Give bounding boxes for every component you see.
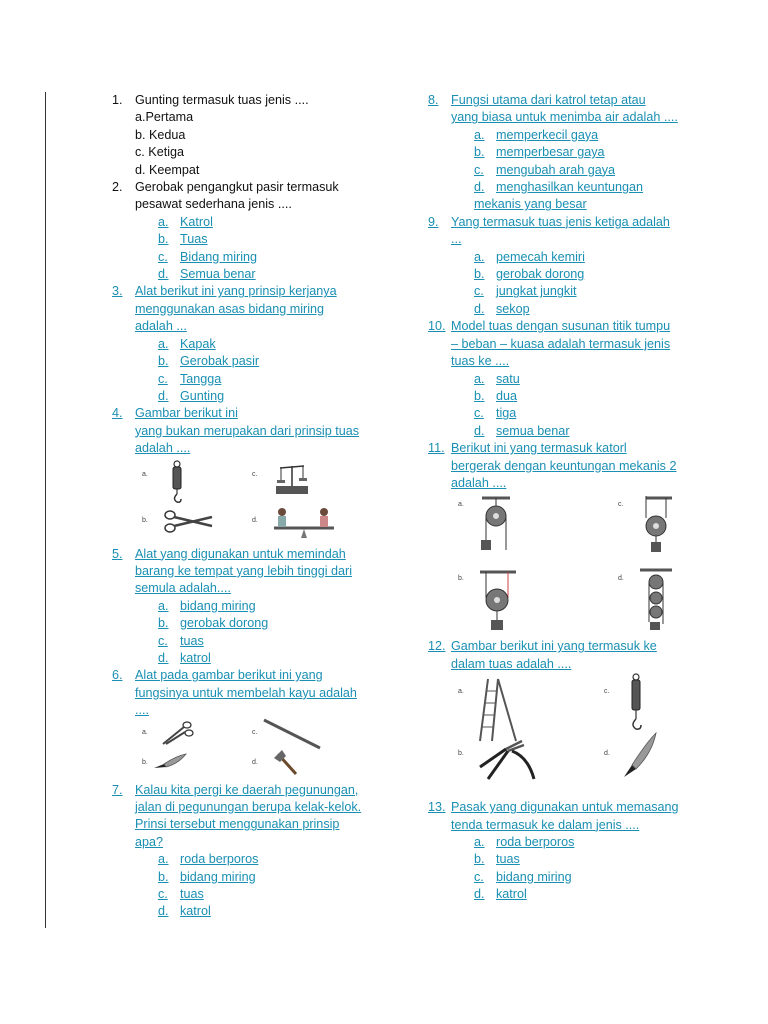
q13-option-b[interactable]: b. tuas — [474, 852, 520, 867]
q2-option-a[interactable]: a. Katrol — [158, 214, 213, 229]
q3-option-c[interactable]: c. Tangga — [158, 371, 222, 386]
question-9[interactable]: 9. Yang termasuk tuas jenis ketiga adalah ... — [428, 214, 670, 247]
q6-figures: a. c. b. d. — [112, 720, 368, 782]
q10-option-d[interactable]: d. semua benar — [474, 423, 570, 438]
q10-option-b[interactable]: b. dua — [474, 388, 518, 403]
q1-option-b: b. Kedua — [135, 127, 186, 142]
question-3[interactable]: 3. Alat berikut ini yang prinsip kerjanya menggunakan asas bidang miring adalah ... — [112, 284, 337, 334]
q2-option-c[interactable]: c. Bidang miring — [158, 249, 258, 264]
right-column — [428, 92, 688, 904]
q9-option-d[interactable]: d. sekop — [474, 301, 530, 316]
q8-option-d[interactable]: d. menghasilkan keuntungan — [474, 180, 644, 195]
q8-option-c[interactable]: c. mengubah arah gaya — [474, 162, 616, 177]
q12-figures: a. c. b. d. — [428, 673, 688, 799]
question-13[interactable]: 13. Pasak yang digunakan untuk memasang tenda termasuk ke dalam jenis .... — [428, 800, 679, 832]
q9-option-c[interactable]: c. jungkat jungkit — [474, 284, 577, 299]
ladder-icon — [478, 677, 518, 743]
q5-option-d[interactable]: d. katrol — [158, 650, 211, 665]
spring-scale-icon — [162, 460, 192, 504]
scissors-icon — [162, 506, 216, 536]
knife-icon — [620, 731, 660, 781]
q3-option-d[interactable]: d. Gunting — [158, 388, 225, 403]
question-7[interactable]: 7. Kalau kita pergi ke daerah pegunungan, jalan di pegunungan berupa kelak-kelok. Prinsi tersebut menggunakan prinsip apa? — [112, 782, 362, 849]
q7-option-d[interactable]: d. katrol — [158, 904, 211, 919]
question-4[interactable]: 4. Gambar berikut ini yang bukan merupakan dari prinsip tuas adalah .... — [112, 406, 360, 456]
q7-option-b[interactable]: b. bidang miring — [158, 869, 256, 884]
axe-icon — [272, 748, 302, 778]
pulley-d-icon — [638, 566, 674, 638]
q8-option-a[interactable]: a. memperkecil gaya — [474, 127, 599, 142]
q5-option-c[interactable]: c. tuas — [158, 633, 204, 648]
left-column — [112, 92, 368, 921]
q9-option-b[interactable]: b. gerobak dorong — [474, 267, 585, 282]
crowbar-icon — [262, 718, 324, 750]
question-2: 2. Gerobak pengangkut pasir termasuk pesawat sederhana jenis .... — [112, 180, 339, 212]
q1-option-d: d. Keempat — [135, 162, 200, 177]
q1-option-a: a.Pertama — [135, 110, 194, 125]
q8-option-d-continued[interactable]: mekanis yang besar — [474, 197, 587, 212]
question-5[interactable]: 5. Alat yang digunakan untuk memindah barang ke tempat yang lebih tinggi dari semula adalah.... — [112, 546, 353, 596]
seesaw-icon — [272, 504, 336, 540]
q10-option-c[interactable]: c. tiga — [474, 406, 517, 421]
question-10[interactable]: 10. Model tuas dengan susunan titik tumpu – beban – kuasa adalah termasuk jenis tuas ke .... — [428, 319, 671, 369]
q10-option-a[interactable]: a. satu — [474, 371, 520, 386]
q5-option-b[interactable]: b. gerobak dorong — [158, 616, 269, 631]
q5-option-a[interactable]: a. bidang miring — [158, 598, 256, 613]
q11-figures: a. c. b. d. — [428, 492, 688, 638]
pulley-b-icon — [478, 568, 518, 638]
q7-option-c[interactable]: c. tuas — [158, 887, 204, 902]
pulley-c-icon — [638, 494, 674, 556]
q13-option-d[interactable]: d. katrol — [474, 887, 527, 902]
q1-option-c: c. Ketiga — [135, 145, 185, 160]
q13-option-a[interactable]: a. roda berporos — [474, 834, 575, 849]
scissors-icon — [160, 720, 194, 746]
q3-option-a[interactable]: a. Kapak — [158, 336, 216, 351]
q3-option-b[interactable]: b. Gerobak pasir — [158, 354, 260, 369]
spring-scale-icon — [624, 673, 648, 739]
pulley-a-icon — [478, 494, 514, 556]
q13-option-c[interactable]: c. bidang miring — [474, 869, 572, 884]
question-8[interactable]: 8. Fungsi utama dari katrol tetap atau yang biasa untuk menimba air adalah .... — [428, 93, 678, 125]
question-6[interactable]: 6. Alat pada gambar berikut ini yang fungsinya untuk membelah kayu adalah .... — [112, 668, 357, 718]
margin-line — [45, 92, 46, 928]
q7-option-a[interactable]: a. roda berporos — [158, 852, 259, 867]
question-1: 1. Gunting termasuk tuas jenis .... — [112, 93, 309, 107]
q2-option-d[interactable]: d. Semua benar — [158, 267, 256, 282]
pliers-icon — [478, 739, 538, 785]
knife-icon — [152, 750, 188, 772]
q4-figures: a. c. b. d. — [112, 458, 368, 546]
question-11[interactable]: 11. Berikut ini yang termasuk katorl bergerak dengan keuntungan mekanis 2 adalah .... — [428, 441, 677, 490]
q8-option-b[interactable]: b. memperbesar gaya — [474, 145, 605, 160]
balance-scale-icon — [272, 458, 312, 502]
q9-option-a[interactable]: a. pemecah kemiri — [474, 249, 585, 264]
q2-option-b[interactable]: b. Tuas — [158, 232, 208, 247]
question-12[interactable]: 12. Gambar berikut ini yang termasuk ke dalam tuas adalah .... — [428, 639, 657, 671]
